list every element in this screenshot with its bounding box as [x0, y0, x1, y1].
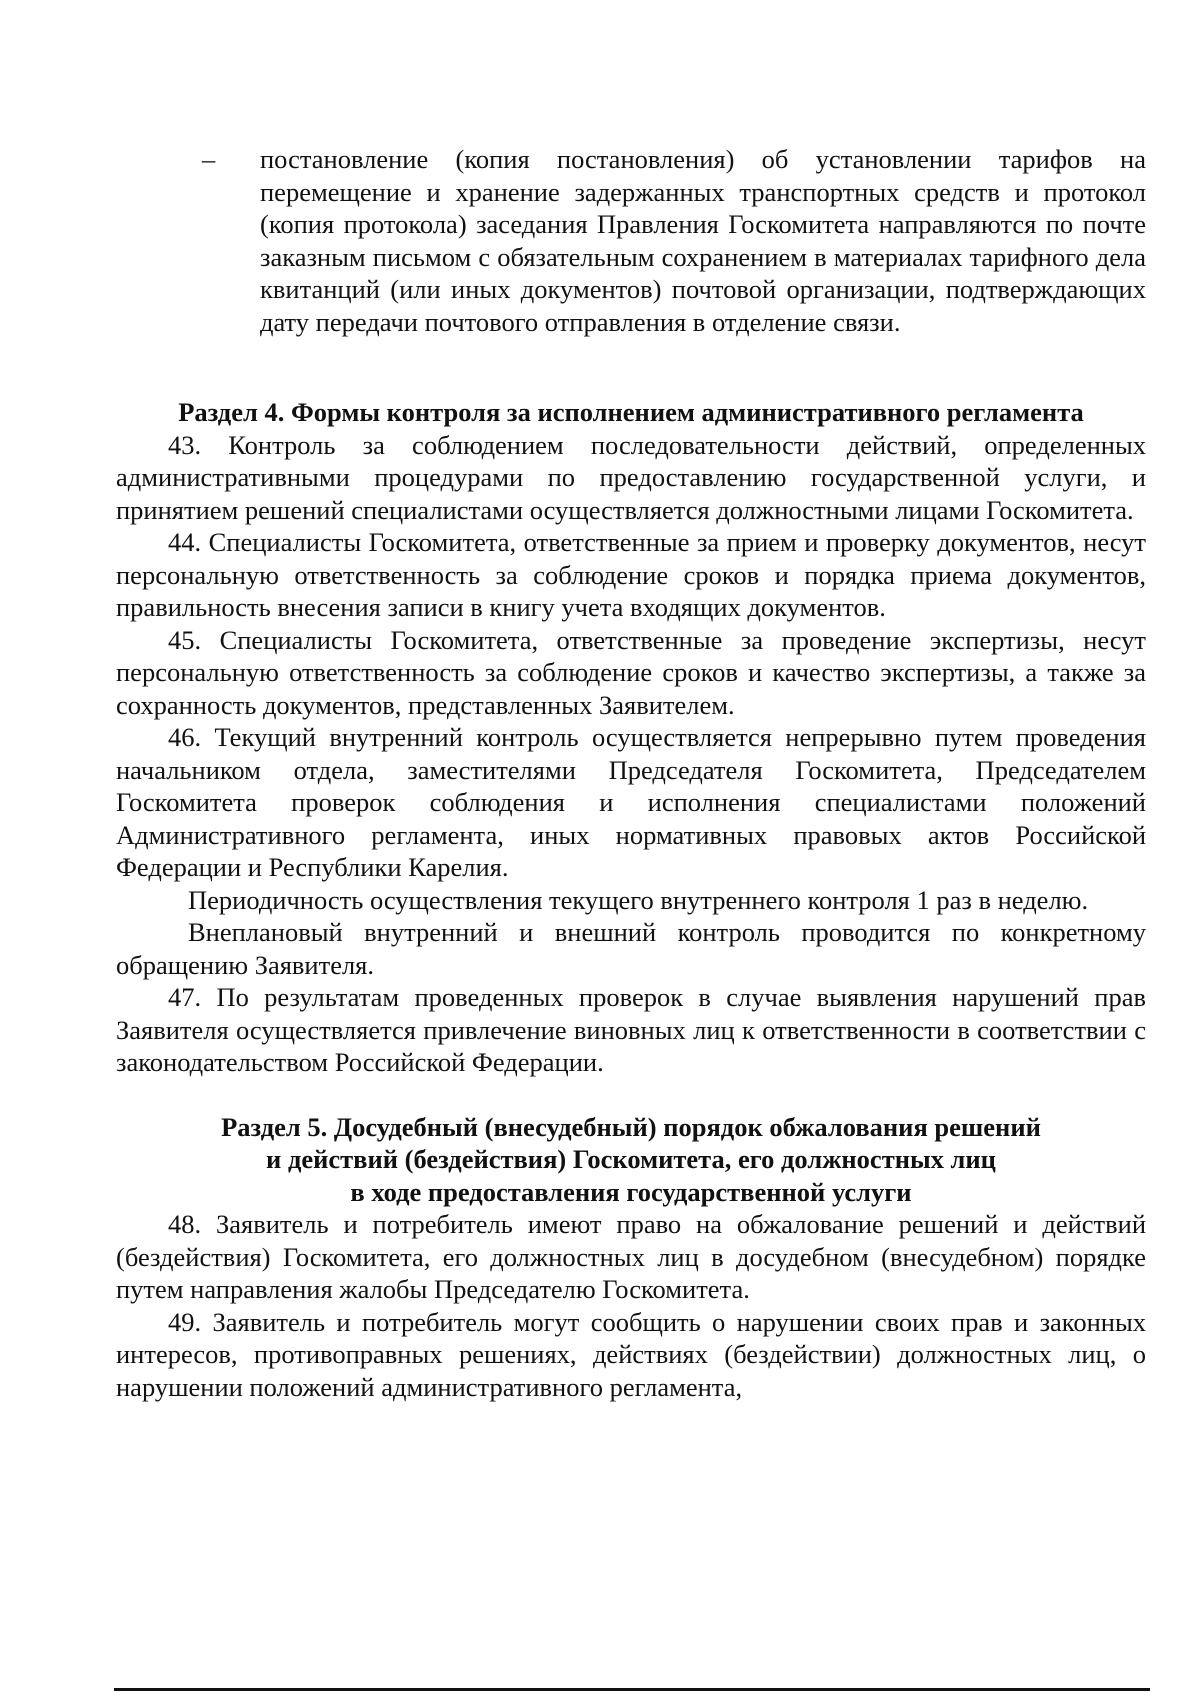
paragraph-45: 45. Специалисты Госкомитета, ответственные за проведение экспертизы, несут персональную ответственность за соблюдение сроков и качество экспертизы, а также за сохранность документов, представленных Заявителем. — [116, 624, 1146, 720]
bullet-item — [116, 143, 1146, 338]
section-5-heading-line-1: Раздел 5. Досудебный (внесудебный) порядок обжалования решений — [221, 1111, 1041, 1142]
paragraph-49: 49. Заявитель и потребитель могут сообщить о нарушении своих прав и законных интересов, противоправных решениях, действиях (бездействии) должностных лиц, о нарушении положений административного регламента, — [116, 1306, 1146, 1402]
section-5-heading-line-2: и действий (бездействия) Госкомитета, его должностных лиц — [266, 1144, 996, 1174]
bullet-dash: – — [202, 144, 216, 174]
paragraph-46-unscheduled: Внеплановый внутренний и внешний контроль проводится по конкретному обращению Заявителя. — [116, 917, 1146, 980]
paragraph-44: 44. Специалисты Госкомитета, ответственные за прием и проверку документов, несут персональную ответственность за соблюдение сроков и порядка приема документов, правильность внесения записи в книгу учета входящих документов. — [116, 527, 1146, 622]
paragraph-46: 46. Текущий внутренний контроль осуществляется непрерывно путем проведения начальником отдела, заместителями Председателя Госкомитета, Председателем Госкомитета проверок соблюдения и исполнения специалистами положений Административного регламента, иных нормативных правовых актов Российской Федерации и Республики Карелия. — [116, 722, 1146, 882]
section-5-heading-line-3: в ходе предоставления государственной услуги — [350, 1176, 912, 1207]
paragraph-46-periodicity: Периодичность осуществления текущего внутреннего контроля 1 раз в неделю. — [188, 884, 1089, 915]
page-bottom-rule — [114, 1688, 1150, 1691]
section-4-heading: Раздел 4. Формы контроля за исполнением административного регламента — [178, 397, 1084, 427]
paragraph-47: 47. По результатам проведенных проверок в случае выявления нарушений прав Заявителя осуществляется привлечение виновных лиц к ответственности в соответствии с законодательством Российской Федерации. — [116, 982, 1146, 1077]
bullet-text: постановление (копия постановления) об установлении тарифов на перемещение и хранение задержанных транспортных средств и протокол (копия протокола) заседания Правления Госкомитета направляются по почте заказным письмом с обязательным сохранением в материалах тарифного дела квитанций (или иных документов) почтовой организации, подтверждающих дату передачи почтового отправления в отделение связи. — [260, 144, 1146, 337]
paragraph-48: 48. Заявитель и потребитель имеют право на обжалование решений и действий (бездействия) Госкомитета, его должностных лиц в досудебном (внесудебном) порядке путем направления жалобы Председателю Госкомитета. — [116, 1209, 1146, 1304]
section-gap — [116, 1079, 1146, 1111]
paragraph-43: 43. Контроль за соблюдением последовательности действий, определенных административными процедурами по предоставлению государственной услуги, и принятием решений специалистами осуществляется должностными лицами Госкомитета. — [116, 429, 1146, 525]
page-content — [116, 143, 1146, 1403]
